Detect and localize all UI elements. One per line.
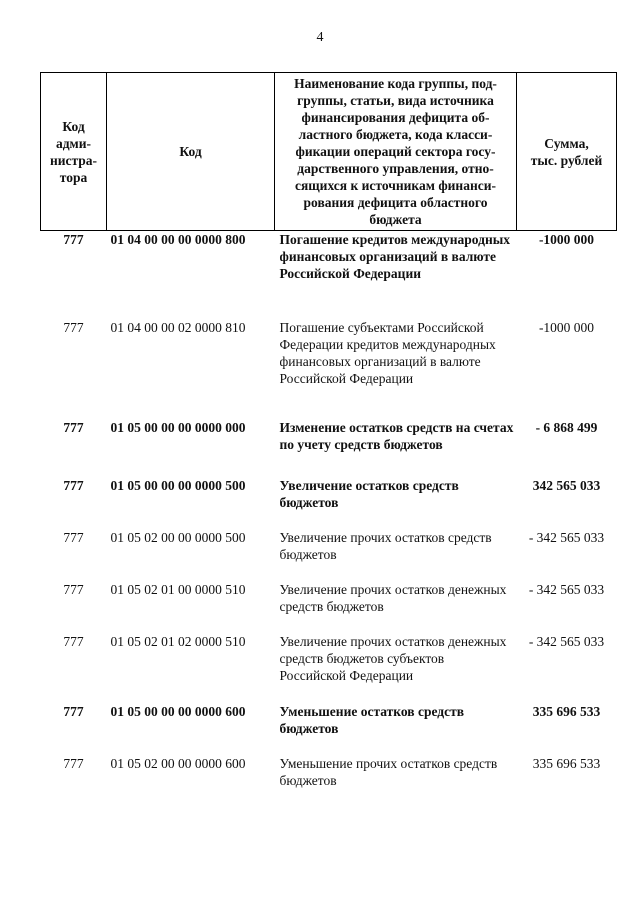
- name-cell: Уменьшение прочих остатков средств бюджетов: [279, 755, 498, 788]
- name-cell: Увеличение прочих остатков денежных средств бюджетов: [279, 581, 507, 614]
- header-sum: Сумма, тыс. рублей: [517, 73, 617, 231]
- budget-code-cell: 01 05 00 00 00 0000 500: [110, 477, 246, 493]
- sources-table: [40, 72, 617, 805]
- sum-cell: - 342 565 033: [528, 529, 605, 545]
- table-row: [41, 419, 617, 477]
- page-number: 4: [316, 30, 324, 45]
- header-code: Код: [107, 73, 275, 231]
- admin-code-cell: 777: [63, 633, 84, 649]
- sum-cell: 335 696 533: [532, 755, 601, 771]
- table-row: [41, 231, 617, 319]
- admin-code-cell: 777: [63, 319, 84, 335]
- budget-code-cell: 01 04 00 00 02 0000 810: [110, 319, 246, 335]
- table-row: [41, 319, 617, 419]
- name-cell: Погашение субъектами Российской Федерации кредитов международных финансовых организаций в валюте Российской Федерации: [279, 319, 496, 386]
- table-row: [41, 755, 617, 805]
- admin-code-cell: 777: [63, 419, 84, 435]
- table-row: [41, 477, 617, 529]
- table-row: [41, 529, 617, 581]
- budget-code-cell: 01 05 02 01 00 0000 510: [110, 581, 246, 597]
- name-cell: Увеличение прочих остатков денежных средств бюджетов субъектов Российской Федерации: [279, 633, 507, 683]
- name-cell: Увеличение остатков средств бюджетов: [279, 477, 459, 510]
- sum-cell: -1000 000: [538, 232, 595, 247]
- sum-cell: 335 696 533: [532, 703, 601, 719]
- sum-cell: -1000 000: [538, 319, 595, 335]
- budget-code-cell: 01 05 00 00 00 0000 600: [110, 703, 246, 719]
- admin-code-cell: 777: [63, 477, 84, 493]
- name-cell: Увеличение прочих остатков средств бюджетов: [279, 529, 492, 562]
- header-row: [41, 73, 617, 231]
- table-row: [41, 703, 617, 755]
- budget-code-cell: 01 05 00 00 00 0000 000: [110, 419, 246, 435]
- table-row: [41, 633, 617, 703]
- name-cell: Изменение остатков средств на счетах по учету средств бюджетов: [279, 419, 514, 452]
- header-name: Наименование кода группы, под- группы, статьи, вида источника финансирования дефицита об- ластного бюджета, кода класси- фикации операций сектора госу- дарственного управления, отно- сящихся к источникам финанси- рования дефицита областного бюджета: [275, 73, 517, 231]
- budget-code-cell: 01 05 02 00 00 0000 600: [110, 755, 246, 771]
- admin-code-cell: 777: [63, 755, 84, 771]
- admin-code-cell: 777: [63, 232, 84, 247]
- admin-code-cell: 777: [63, 581, 84, 597]
- sum-cell: - 342 565 033: [528, 581, 605, 597]
- sum-cell: 342 565 033: [532, 477, 601, 493]
- budget-code-cell: 01 05 02 01 02 0000 510: [110, 633, 246, 649]
- table-row: [41, 581, 617, 633]
- budget-code-cell: 01 04 00 00 00 0000 800: [110, 232, 246, 247]
- sum-cell: - 6 868 499: [535, 419, 598, 435]
- header-admin-code: Код адми- нистра- тора: [41, 73, 107, 231]
- sum-cell: - 342 565 033: [528, 633, 605, 649]
- admin-code-cell: 777: [63, 529, 84, 545]
- budget-code-cell: 01 05 02 00 00 0000 500: [110, 529, 246, 545]
- name-cell: Уменьшение остатков средств бюджетов: [279, 703, 465, 736]
- admin-code-cell: 777: [63, 703, 84, 719]
- name-cell: Погашение кредитов международных финансовых организаций в валюте Российской Федерации: [279, 232, 511, 281]
